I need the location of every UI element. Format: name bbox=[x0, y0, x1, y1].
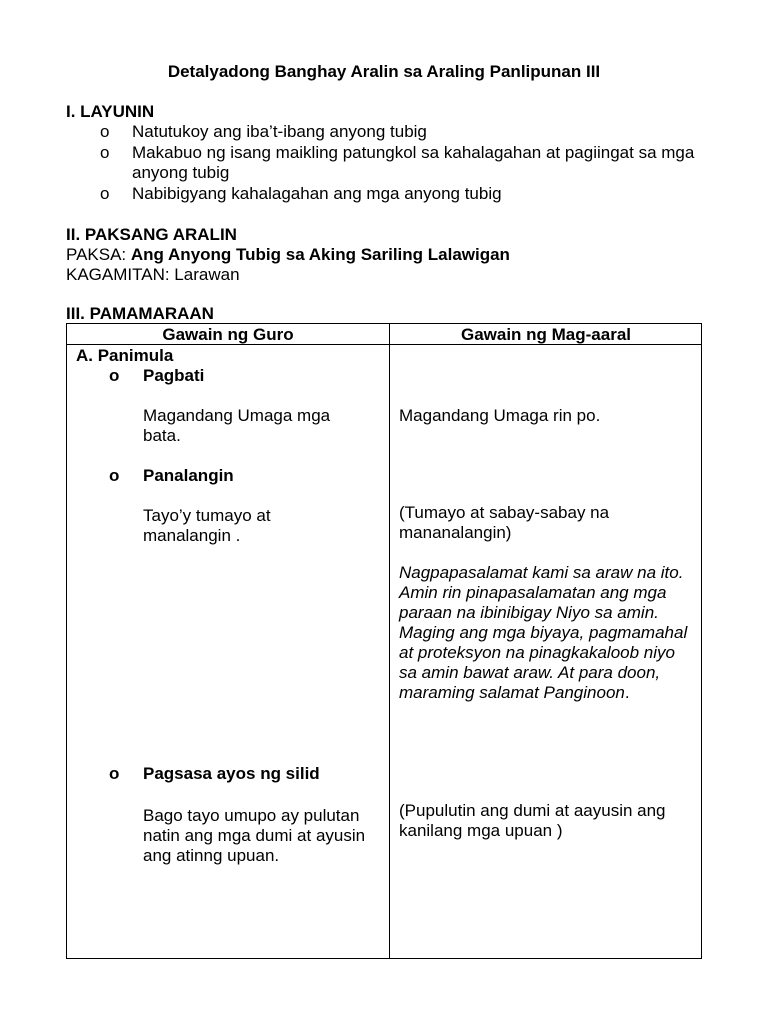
layunin-item-3: Nabibigyang kahalagahan ang mga anyong tubig bbox=[132, 184, 502, 203]
paksa-value: Ang Anyong Tubig sa Aking Sariling Lalawigan bbox=[130, 245, 510, 264]
layunin-item-2: Makabuo ng isang maikling patungkol sa kahalagahan at pagiingat sa mga anyong tubig bbox=[132, 143, 695, 182]
section-panimula: A. Panimula bbox=[76, 346, 174, 365]
bullet-marker: o bbox=[100, 143, 110, 162]
pamamaraan-heading: III. PAMAMARAAN bbox=[66, 304, 214, 323]
dasal-text: Nagpapasalamat kami sa araw na ito. Amin rin pinapasalamatan ang mga paraan na ibinibigay Niyo sa amin. Maging ang mga biyaya, pagmamahal at proteksyon na pinagkakaloob niyo sa amin bawat araw. At para doon, maraming salamat Panginoon bbox=[399, 563, 688, 702]
layunin-heading: I. LAYUNIN bbox=[66, 102, 155, 121]
silid-heading: Pagsasa ayos ng silid bbox=[143, 764, 320, 783]
panalangin-guro: Tayo’y tumayo at manalangin . bbox=[143, 506, 271, 545]
bullet-marker: o bbox=[100, 184, 110, 203]
paksang-aralin-heading: II. PAKSANG ARALIN bbox=[66, 225, 237, 244]
bullet-marker: o bbox=[109, 764, 120, 783]
bullet-marker: o bbox=[109, 466, 120, 485]
bullet-marker: o bbox=[109, 366, 120, 385]
pagbati-guro: Magandang Umaga mga bata. bbox=[143, 406, 331, 445]
paksa-line bbox=[66, 245, 510, 265]
panalangin-heading: Panalangin bbox=[143, 466, 234, 485]
bullet-marker: o bbox=[100, 122, 110, 141]
column-header-guro: Gawain ng Guro bbox=[162, 325, 294, 344]
pagbati-magaaral: Magandang Umaga rin po. bbox=[399, 406, 601, 425]
dasal-end: . bbox=[624, 683, 630, 702]
silid-magaaral: (Pupulutin ang dumi at aayusin ang kanilang mga upuan ) bbox=[399, 801, 666, 840]
pagbati-heading: Pagbati bbox=[143, 366, 205, 385]
layunin-item-1: Natutukoy ang iba’t-ibang anyong tubig bbox=[132, 122, 427, 141]
document-title: Detalyadong Banghay Aralin sa Araling Panlipunan III bbox=[167, 62, 601, 81]
column-header-magaaral: Gawain ng Mag-aaral bbox=[460, 325, 632, 344]
panalangin-magaaral: (Tumayo at sabay-sabay na mananalangin) bbox=[399, 503, 610, 542]
kagamitan-line: KAGAMITAN: Larawan bbox=[66, 265, 240, 284]
silid-guro: Bago tayo umupo ay pulutan natin ang mga dumi at ayusin ang atinng upuan. bbox=[143, 806, 366, 865]
column-divider bbox=[389, 324, 390, 958]
paksa-label: PAKSA: bbox=[66, 245, 131, 264]
panalangin-dasal bbox=[399, 563, 689, 703]
pamamaraan-table bbox=[66, 323, 702, 959]
